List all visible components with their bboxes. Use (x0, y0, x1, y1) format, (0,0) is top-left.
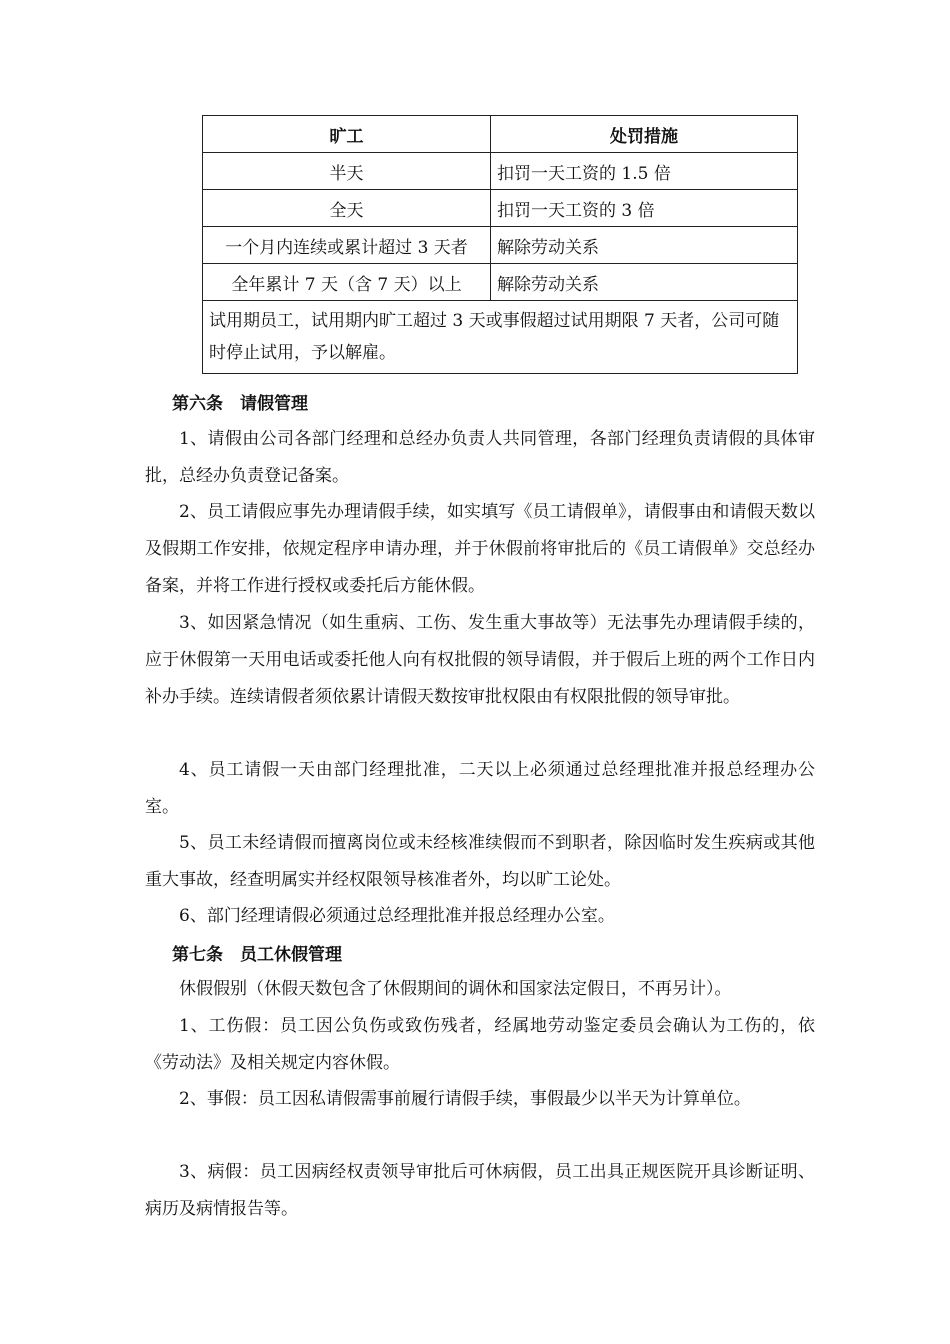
header-absence: 旷工 (203, 116, 491, 153)
section-7-paragraph-2: 2、事假：员工因私请假需事前履行请假手续，事假最少以半天为计算单位。 (179, 1089, 751, 1109)
penalty-cell: 解除劳动关系 (491, 264, 798, 301)
table-row (203, 227, 798, 264)
section-6-paragraph-2: 2、员工请假应事先办理请假手续，如实填写《员工请假单》，请假事由和请假天数以及假期工作安排，依规定程序申请办理，并于休假前将审批后的《员工请假单》交总经办备案，并将工作进行授权或委托后方能休假。 (145, 502, 815, 596)
section-7-paragraph-1: 1、工伤假：员工因公负伤或致伤残者，经属地劳动鉴定委员会确认为工伤的，依《劳动法》及相关规定内容休假。 (145, 1016, 815, 1073)
table-row (203, 190, 798, 227)
penalty-cell: 扣罚一天工资的 1.5 倍 (491, 153, 798, 190)
section-6-paragraph-3: 3、如因紧急情况（如生重病、工伤、发生重大事故等）无法事先办理请假手续的，应于休假第一天用电话或委托他人向有权批假的领导请假，并于假后上班的两个工作日内补办手续。连续请假者须依累计请假天数按审批权限由有权限批假的领导审批。 (145, 613, 815, 707)
section-7-paragraph-3: 3、病假：员工因病经权责领导审批后可休病假，员工出具正规医院开具诊断证明、病历及病情报告等。 (145, 1162, 815, 1219)
absence-penalty-table (202, 115, 798, 374)
absence-cell: 一个月内连续或累计超过 3 天者 (203, 227, 491, 264)
table-row (203, 264, 798, 301)
table-note-row (203, 301, 798, 374)
section-6-heading: 第六条 请假管理 (172, 394, 308, 414)
penalty-cell: 扣罚一天工资的 3 倍 (491, 190, 798, 227)
section-7-paragraph-intro: 休假假别（休假天数包含了休假期间的调休和国家法定假日，不再另计）。 (179, 979, 732, 999)
table-header-row (203, 116, 798, 153)
section-6-paragraph-5: 5、员工未经请假而擅离岗位或未经核准续假而不到职者，除因临时发生疾病或其他重大事故，经查明属实并经权限领导核准者外，均以旷工论处。 (145, 833, 815, 890)
section-7-heading: 第七条 员工休假管理 (172, 945, 342, 965)
table-row (203, 153, 798, 190)
absence-cell: 全年累计 7 天（含 7 天）以上 (203, 264, 491, 301)
absence-cell: 全天 (203, 190, 491, 227)
absence-cell: 半天 (203, 153, 491, 190)
section-6-paragraph-6: 6、部门经理请假必须通过总经理批准并报总经理办公室。 (179, 906, 615, 926)
penalty-cell: 解除劳动关系 (491, 227, 798, 264)
probation-note: 试用期员工，试用期内旷工超过 3 天或事假超过试用期限 7 天者，公司可随时停止试用，予以解雇。 (203, 301, 798, 374)
section-6-paragraph-4: 4、员工请假一天由部门经理批准，二天以上必须通过总经理批准并报总经理办公室。 (145, 760, 815, 817)
header-penalty: 处罚措施 (491, 116, 798, 153)
section-6-paragraph-1: 1、请假由公司各部门经理和总经办负责人共同管理，各部门经理负责请假的具体审批，总经办负责登记备案。 (145, 429, 815, 486)
